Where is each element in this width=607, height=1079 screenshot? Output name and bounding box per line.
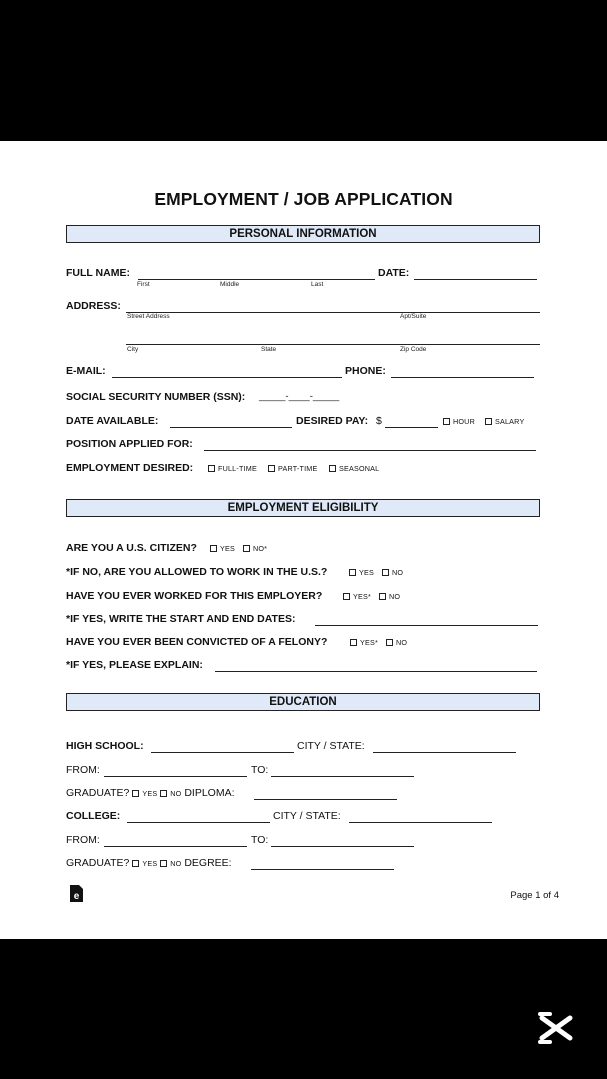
section-header-education: EDUCATION <box>66 693 540 711</box>
page-number: Page 1 of 4 <box>510 890 559 901</box>
allowed-yes-checkbox[interactable] <box>349 569 356 576</box>
hour-option[interactable]: HOUR <box>443 417 475 426</box>
college-from-label: FROM: <box>66 834 100 846</box>
state-caption: State <box>261 346 277 353</box>
hs-from-field[interactable] <box>104 776 247 777</box>
part-time-checkbox[interactable] <box>268 465 275 472</box>
degree-label: DEGREE: <box>184 857 232 869</box>
explain-label: *IF YES, PLEASE EXPLAIN: <box>66 659 203 671</box>
explain-field[interactable] <box>215 671 537 672</box>
felony-no-option[interactable]: NO <box>386 638 407 647</box>
salary-checkbox[interactable] <box>485 418 492 425</box>
document-page <box>0 141 607 939</box>
college-graduate-group <box>66 857 232 869</box>
full-name-label: FULL NAME: <box>66 267 130 279</box>
dates-field[interactable] <box>315 625 538 626</box>
section-header-personal: PERSONAL INFORMATION <box>66 225 540 243</box>
felony-question: HAVE YOU EVER BEEN CONVICTED OF A FELONY? <box>66 636 328 648</box>
seasonal-option[interactable]: SEASONAL <box>329 464 379 473</box>
hour-checkbox[interactable] <box>443 418 450 425</box>
address-label: ADDRESS: <box>66 300 121 312</box>
college-field[interactable] <box>127 822 270 823</box>
college-city-state-field[interactable] <box>349 822 492 823</box>
college-grad-yes-option[interactable]: YES <box>132 859 157 868</box>
hs-graduate-group <box>66 787 235 799</box>
street-address-field[interactable] <box>126 312 540 313</box>
hs-graduate-label: GRADUATE? <box>66 787 130 799</box>
dates-question: *IF YES, WRITE THE START AND END DATES: <box>66 613 296 625</box>
employment-desired-label: EMPLOYMENT DESIRED: <box>66 462 194 474</box>
college-grad-no-checkbox[interactable] <box>160 860 167 867</box>
dollar-sign: $ <box>376 415 382 427</box>
felony-yes-checkbox[interactable] <box>350 639 357 646</box>
city-state-zip-field[interactable] <box>126 344 540 345</box>
email-field[interactable] <box>112 377 342 378</box>
desired-pay-label: DESIRED PAY: <box>296 415 369 427</box>
capcut-watermark-icon <box>536 1010 576 1046</box>
apt-caption: Apt/Suite <box>400 313 427 320</box>
college-to-label: TO: <box>251 834 269 846</box>
city-caption: City <box>127 346 139 353</box>
college-label: COLLEGE: <box>66 810 121 822</box>
first-caption: First <box>137 281 150 288</box>
hs-grad-no-option[interactable]: NO <box>160 789 181 798</box>
worked-question: HAVE YOU EVER WORKED FOR THIS EMPLOYER? <box>66 590 323 602</box>
college-grad-yes-checkbox[interactable] <box>132 860 139 867</box>
last-caption: Last <box>311 281 324 288</box>
worked-yes-checkbox[interactable] <box>343 593 350 600</box>
worked-yes-option[interactable]: YES* <box>343 592 371 601</box>
hs-grad-yes-checkbox[interactable] <box>132 790 139 797</box>
section-header-eligibility: EMPLOYMENT ELIGIBILITY <box>66 499 540 517</box>
hs-from-label: FROM: <box>66 764 100 776</box>
logo-letter: e <box>73 891 80 902</box>
allowed-yes-option[interactable]: YES <box>349 568 374 577</box>
date-label: DATE: <box>378 267 410 279</box>
email-label: E-MAIL: <box>66 365 106 377</box>
felony-yes-option[interactable]: YES* <box>350 638 378 647</box>
worked-no-checkbox[interactable] <box>379 593 386 600</box>
street-caption: Street Address <box>127 313 170 320</box>
college-city-state-label: CITY / STATE: <box>273 810 341 822</box>
full-time-option[interactable]: FULL-TIME <box>208 464 257 473</box>
full-time-checkbox[interactable] <box>208 465 215 472</box>
college-graduate-label: GRADUATE? <box>66 857 130 869</box>
page-title: EMPLOYMENT / JOB APPLICATION <box>154 189 453 209</box>
hs-city-state-field[interactable] <box>373 752 516 753</box>
allowed-question: *IF NO, ARE YOU ALLOWED TO WORK IN THE U.S.? <box>66 566 328 578</box>
allowed-no-option[interactable]: NO <box>382 568 403 577</box>
phone-label: PHONE: <box>345 365 386 377</box>
citizen-no-option[interactable]: NO* <box>243 544 267 553</box>
date-available-field[interactable] <box>170 427 292 428</box>
college-to-field[interactable] <box>271 846 414 847</box>
date-available-label: DATE AVAILABLE: <box>66 415 159 427</box>
diploma-field[interactable] <box>254 799 397 800</box>
citizen-yes-option[interactable]: YES <box>210 544 235 553</box>
college-grad-no-option[interactable]: NO <box>160 859 181 868</box>
hs-city-state-label: CITY / STATE: <box>297 740 365 752</box>
zip-caption: Zip Code <box>400 346 427 353</box>
allowed-no-checkbox[interactable] <box>382 569 389 576</box>
citizen-yes-checkbox[interactable] <box>210 545 217 552</box>
ssn-label: SOCIAL SECURITY NUMBER (SSN): <box>66 391 246 403</box>
diploma-label: DIPLOMA: <box>184 787 235 799</box>
high-school-field[interactable] <box>151 752 294 753</box>
degree-field[interactable] <box>251 869 394 870</box>
phone-field[interactable] <box>391 377 534 378</box>
felony-no-checkbox[interactable] <box>386 639 393 646</box>
date-field[interactable] <box>414 279 537 280</box>
eforms-logo-icon <box>70 885 83 902</box>
college-from-field[interactable] <box>104 846 247 847</box>
ssn-field[interactable]: _____-____-_____ <box>259 391 340 402</box>
hs-to-label: TO: <box>251 764 269 776</box>
worked-no-option[interactable]: NO <box>379 592 400 601</box>
citizen-question: ARE YOU A U.S. CITIZEN? <box>66 542 197 554</box>
citizen-no-checkbox[interactable] <box>243 545 250 552</box>
middle-caption: Middle <box>220 281 240 288</box>
position-label: POSITION APPLIED FOR: <box>66 438 193 450</box>
hs-grad-yes-option[interactable]: YES <box>132 789 157 798</box>
salary-option[interactable]: SALARY <box>485 417 524 426</box>
hs-to-field[interactable] <box>271 776 414 777</box>
full-name-field[interactable] <box>138 279 375 280</box>
desired-pay-field[interactable] <box>385 427 438 428</box>
high-school-label: HIGH SCHOOL: <box>66 740 144 752</box>
seasonal-checkbox[interactable] <box>329 465 336 472</box>
hs-grad-no-checkbox[interactable] <box>160 790 167 797</box>
part-time-option[interactable]: PART-TIME <box>268 464 317 473</box>
position-field[interactable] <box>204 450 536 451</box>
